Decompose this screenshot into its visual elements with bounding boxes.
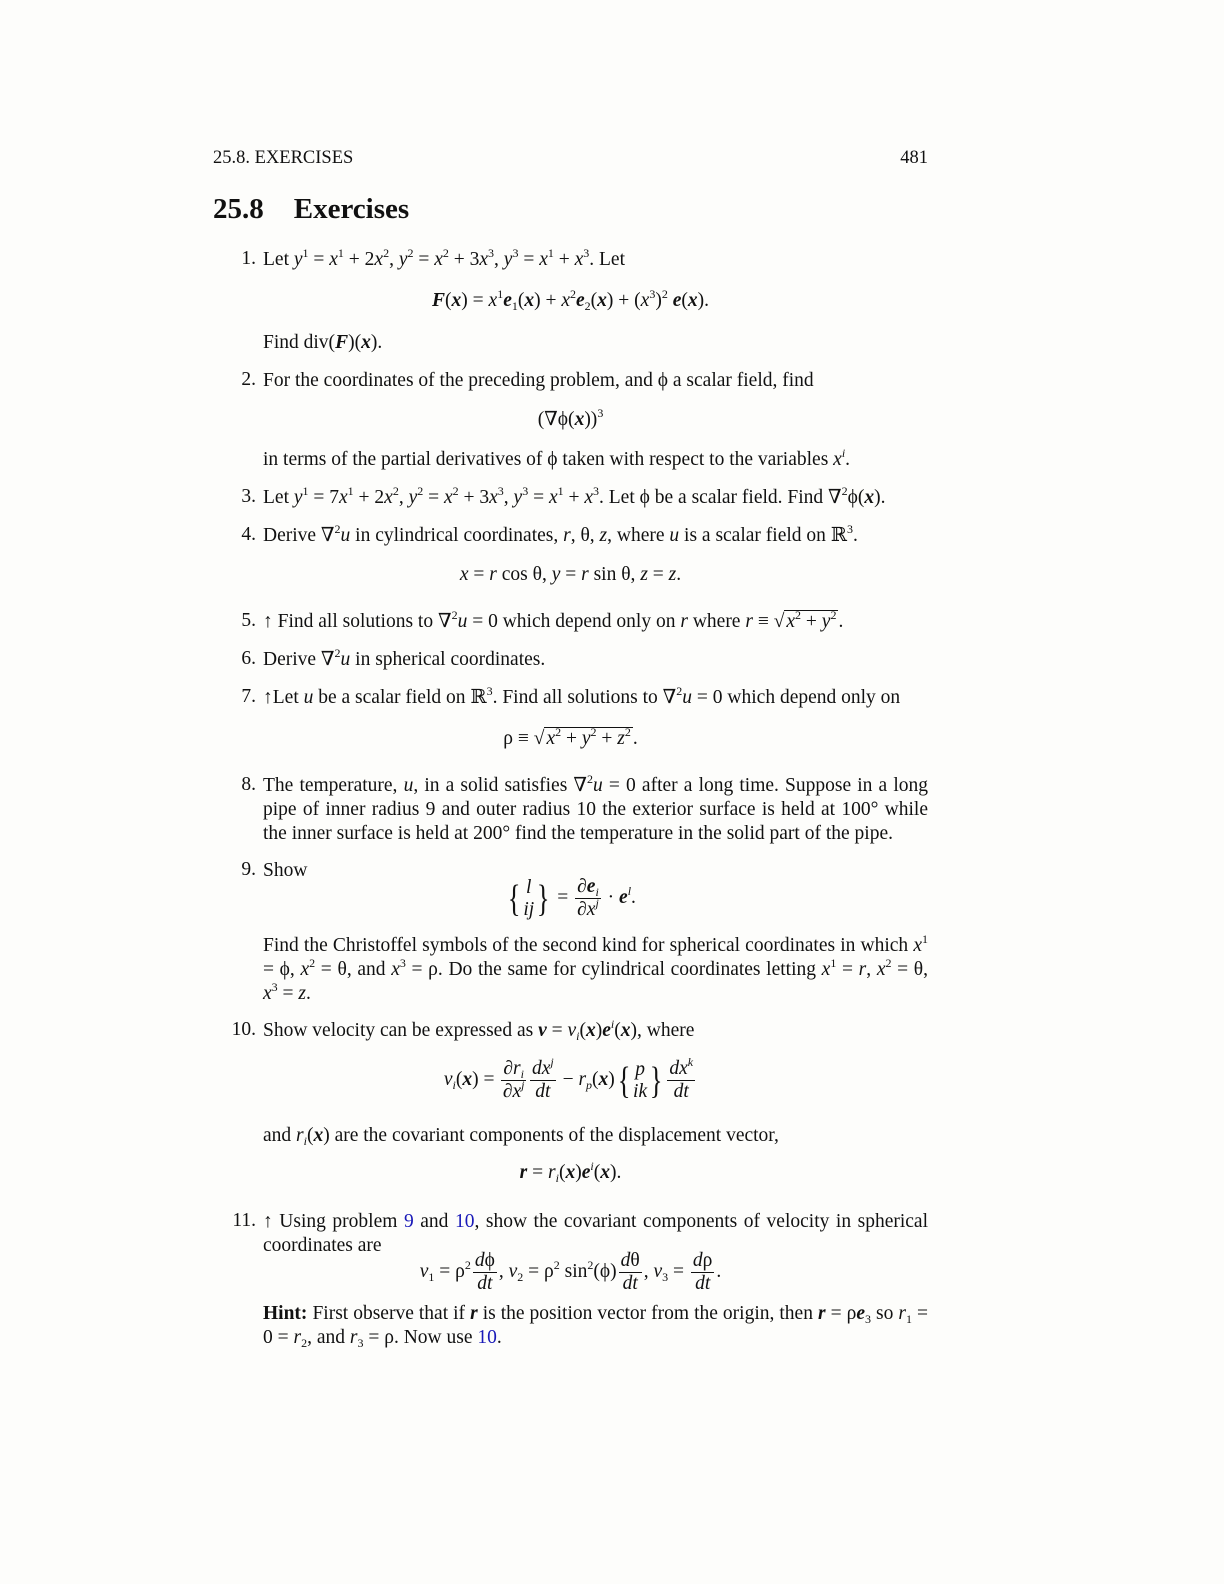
exercise-text: ↑Let u be a scalar field on ℝ$^3$. Find all solutions to ∇$^2$u = 0 which depend only on [263, 684, 901, 708]
running-head-section: 25.8. EXERCISES [213, 148, 354, 168]
link-problem-10-hint[interactable]: 10 [477, 1327, 497, 1348]
exercise-text: Show velocity can be expressed as $v = v_i(x)e^i(x)$, where [263, 1017, 695, 1043]
exercise-text: Derive ∇$^2$u in cylindrical coordinates, r, θ, z, where u is a scalar field on ℝ$^3$. [263, 522, 858, 546]
exercise-text: ↑ Using problem 9 and 10, show the covariant components of velocity in spherical coordinates are [263, 1211, 928, 1256]
running-head [213, 148, 928, 169]
exercise-text: ↑ Find all solutions to ∇$^2$u = 0 which depend only on r where r ≡ √ $x^2 + y^2$ . [263, 608, 844, 632]
exercise-text: Derive ∇$^2$u in spherical coordinates. [263, 646, 546, 670]
exercise-number: 6. [241, 648, 256, 669]
exercise-number: 8. [241, 774, 256, 795]
exercise-number: 2. [241, 369, 256, 390]
exercise-number: 4. [241, 524, 256, 545]
link-problem-9[interactable]: 9 [403, 1211, 414, 1232]
exercise-text: The temperature, u, in a solid satisfies ∇$^2$u = 0 after a long time. Suppose in a long pipe of inner radius 9 and outer radius 10 the exterior surface is held at 100° while the inner surface is held at 200° find the temperature in the solid part of the pipe. [263, 772, 928, 844]
display-equation-10b: $r = r_i(x)e^i(x)$. [519, 1159, 622, 1185]
display-equation-4: x = r cos θ, y = r sin θ, z = z. [459, 564, 682, 585]
display-equation-7: ρ ≡ √ $x^2 + y^2 + z^2$ . [503, 725, 638, 749]
exercise-text: Let $y^1 = x^1 + 2x^2$, $y^2 = x^2 + 3x^3$, $y^3 = x^1 + x^3$. Let [263, 246, 625, 270]
display-equation-1: $F(x) = x^1e_1(x) + x^2e_2(x) + (x^3)^2$ e(x). [432, 287, 709, 313]
link-problem-10[interactable]: 10 [454, 1211, 475, 1232]
display-equation-9: { l ij } = $\frac{\partial e_i}{\partial x^j}$ · $e^l$. [507, 876, 636, 920]
section-number: 25.8 [213, 193, 264, 225]
display-equation-2: $(\nabla\phi(x))^3$ [537, 406, 604, 430]
exercise-number: 5. [241, 610, 256, 631]
hint-label: Hint: [263, 1303, 308, 1324]
exercise-number: 1. [241, 248, 256, 269]
section-heading: Exercises [293, 193, 410, 225]
page-number: 481 [900, 148, 928, 168]
exercise-number: 10. [231, 1019, 256, 1040]
exercise-text: For the coordinates of the preceding problem, and ϕ a scalar field, find [263, 370, 814, 391]
exercise-number: 7. [241, 686, 256, 707]
exercise-number: 9. [241, 859, 256, 880]
exercise-number: 3. [241, 486, 256, 507]
section-title [213, 193, 409, 226]
display-equation-10: $v_i(x)$ = $\frac{\partial r_i}{\partial x^j}$ $\frac{dx^j}{dt}$ − $r_p(x)${ p ik } $\frac{dx^k}{dt}$ [443, 1055, 694, 1102]
display-equation-11: $v_1 = \rho^2$ $\frac{d\phi}{dt}$ , $v_2 = \rho^2$ $\sin^2(\phi)$ $\frac{d\theta}{dt}$ , $v_3$ = $\frac{d\rho}{dt}$ . [419, 1250, 722, 1294]
exercise-text: Let $y^1 = 7x^1 + 2x^2$, $y^2 = x^2 + 3x^3$, $y^3 = x^1 + x^3$. Let ϕ be a scalar field. Find ∇$^2$ϕ(x). [263, 484, 886, 508]
exercise-number: 11. [232, 1210, 256, 1231]
exercise-text: Show [263, 860, 308, 881]
